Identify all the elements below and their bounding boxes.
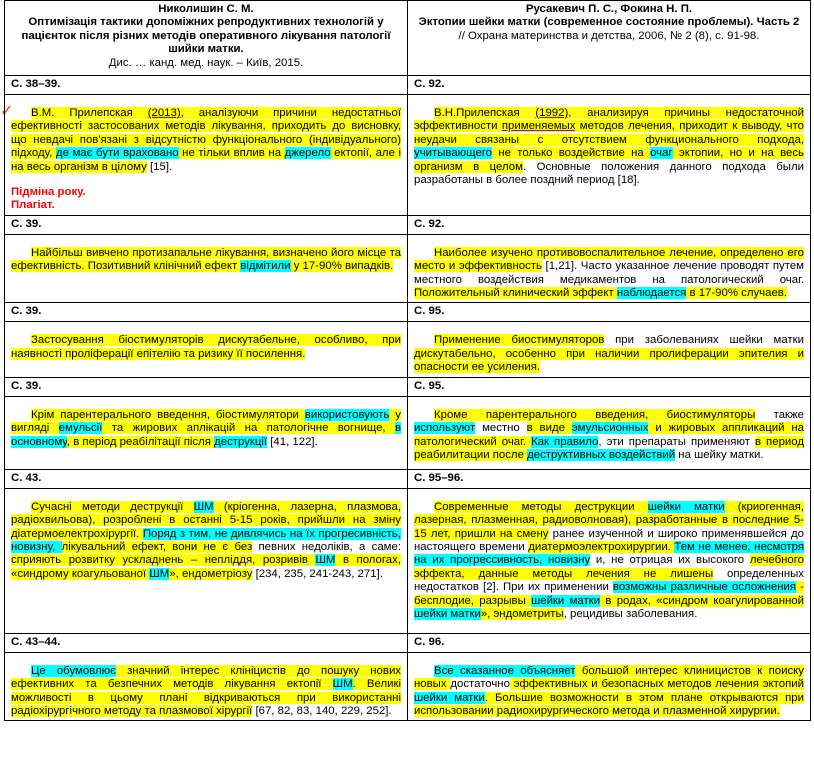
text-fragment: на шейку матки. [675,448,764,461]
text-fragment: шейки матки [414,607,481,620]
text-fragment: , анализируя причины недостаточной эффективности [414,107,804,133]
text-fragment: в родах, «синдром коагулированной [600,594,804,607]
text-fragment: диатермоэлектрохирургии. [528,540,675,553]
text-fragment: определенных недостатков [2]. При их применении [414,567,804,594]
text-fragment: Наиболее изучено противовоспалительное лечение, определено его место и эффективность [414,246,804,273]
left-text-cell [5,652,408,721]
text-fragment: . Великі можливості в цьому плані відкриваються при використанні радіохірургічного методу та плазмової хірургії [11,678,401,717]
text-fragment: ШМ [315,554,336,567]
text-fragment: в пологах, «синдрому коагульованої [11,554,401,580]
text-fragment: . Большие возможности в этом плане открываются при использовании радиохирургического метода и плазменной хирургии. [414,691,804,717]
header-row [5,1,811,76]
text-fragment: и, не отрицая их высокого [590,554,750,567]
text-fragment: [67, 82, 83, 140, 229, 252]. [252,704,392,717]
text-fragment: деструктивных воздействий [527,448,676,461]
right-page-ref: С. 95–96. [408,469,811,488]
right-text-cell [408,95,811,216]
text-fragment: ШМ [149,567,170,580]
text-fragment: [15]. [146,160,173,173]
text-fragment: Застосування біостимуляторів дискутабельне, особливо, при наявності проліферації епітелію та ризику її посилення. [11,334,401,360]
text-fragment: Крім парентерального введення, біостимулятори [31,408,305,421]
text-fragment: Це обумовлює [31,664,116,677]
text-fragment: , в період реабілітації після [66,435,215,448]
text-fragment: (криогенная, лазерная, плазменная, радиоволновая), разработанные в последние 5-15 лет, пришли на смену [414,500,804,540]
text-fragment: при заболеваниях шейки матки [604,334,804,347]
text-fragment: деструкції [214,435,268,448]
page-ref-row [5,303,811,322]
text-fragment: применяемых [501,120,576,133]
text-fragment: возможны различные осложнения [612,581,797,594]
right-text-cell [408,234,811,303]
text-fragment: шейки матки [531,594,601,607]
text-fragment: В.М. Прилепская [31,107,148,119]
left-page-ref: С. 43–44. [5,633,408,652]
text-fragment: в период реабилитации после [414,435,804,461]
left-page-ref: С. 38–39. [5,76,408,95]
text-fragment: Положительный клинический эффект [414,287,617,300]
page-ref-row [5,377,811,396]
text-fragment: ектопії, але і на весь організм в цілому [11,147,401,173]
text-fragment: (1992) [535,107,569,119]
text-fragment: , аналізуючи причини недостатньої ефективності застосованих методів лікування, приходить до висновку, що невдачі пов'язані з відсутністю функціонального (індивідуального) підходу, [11,107,401,160]
left-text-cell [5,234,408,303]
page-ref-row [5,76,811,95]
text-fragment: , рецидивы заболевания. [563,607,698,620]
text-fragment: также [755,408,804,421]
text-fragment: ШМ [332,678,353,691]
text-fragment: емульсії [58,422,103,435]
text-fragment: местно [475,422,527,435]
text-fragment: Как правило [531,435,599,448]
text-fragment: Сучасні методи деструкції [31,500,194,513]
left-page-ref: С. 39. [5,215,408,234]
text-fragment: не только воздействие на [492,147,651,160]
page-ref-row [5,633,811,652]
text-fragment: очаг [650,147,673,160]
text-fragment: у 17-90% випадків. [290,260,394,273]
annotation-year-substitution: Підміна року. [11,186,86,199]
text-fragment: в основному [11,422,401,448]
left-page-ref: С. 43. [5,469,408,488]
text-fragment: [1,21]. Часто указанное лечение проводят путем местного воздействия медикаментов на патологический очаг. [414,260,804,286]
right-page-ref: С. 95. [408,303,811,322]
comparison-table [4,0,811,721]
annotation-plagiarism: Плагіат. [11,199,55,212]
text-fragment: значний інтерес клініцистів до пошуку нових ефективних та безпечних методів лікування ектопії [11,664,401,691]
text-fragment: Тем не менее, несмотря на их прогрессивность, новизну [414,540,804,567]
text-fragment: эмульсионных [571,422,649,435]
right-text-cell [408,396,811,469]
right-page-ref: С. 92. [408,76,811,95]
left-text-cell [5,322,408,377]
right-author: Русакевич П. С., Фокина Н. П. [525,3,693,15]
text-fragment: шейки матки [414,691,485,704]
text-fragment: використовують [304,408,390,421]
pen-check-mark-icon: ✓ [0,103,14,120]
text-fragment: сприяють розвитку ускладнень – непліддя, розривів [11,554,316,567]
text-fragment: В.Н.Прилепская [434,107,536,119]
text-fragment: певних недоліків, а саме: [252,540,402,553]
text-fragment: , эти препараты применяют [598,435,755,448]
left-text-cell [5,95,408,216]
text-fragment: Все сказанное объясняет [434,664,576,677]
right-source: // Охрана материнства и детства, 2006, № 2 (8), с. 91-98. [458,29,760,42]
text-fragment: эктопии, но и на весь организм в целом [414,147,804,173]
text-fragment: . Основные положения данного подхода были разработаны в более поздний период [18]. [414,160,804,187]
text-fragment: лікувальний ефект, вони не є без [61,540,253,553]
text-fragment: де має бути враховано [55,147,179,160]
right-text-cell [408,488,811,633]
comparison-rows [5,76,811,721]
text-fragment: », эндометриты [480,607,564,620]
left-source: Дис. … канд. мед. наук. – Київ, 2015. [108,56,304,69]
text-row [5,322,811,377]
left-page-ref: С. 39. [5,303,408,322]
right-page-ref: С. 96. [408,633,811,652]
text-fragment: дискутабельно, особенно при наличии пролиферации эпителия и опасности ее усиления. [414,347,804,374]
text-fragment: джерело [284,147,331,160]
right-page-ref: С. 95. [408,377,811,396]
text-fragment: Современные методы деструкции [434,500,648,513]
right-text-cell [408,322,811,377]
text-fragment: Кроме парентерального введения, биостимуляторы [434,408,756,421]
text-fragment: используют [414,422,476,435]
text-fragment: достаточно [450,678,510,691]
text-fragment: и жировых аппликаций на патологический очаг. [414,422,804,448]
page-ref-row [5,215,811,234]
text-fragment: Найбільш вивчено протизапальне лікування, визначено його місце та ефективність. Позитивний клінічний ефект [11,246,401,273]
right-text-cell [408,652,811,721]
text-row [5,488,811,633]
left-page-ref: С. 39. [5,377,408,396]
text-fragment: ранее изученной и широко применявшейся до настоящего времени [414,527,804,553]
left-text-cell [5,396,408,469]
text-fragment: (2013) [147,107,181,119]
text-fragment: шейки матки [647,500,725,513]
text-row [5,652,811,721]
text-fragment: методов лечения, приходит к выводу, что неудачи связаны с отсутствием функционального подхода, [414,120,804,146]
left-text-cell [5,488,408,633]
left-title: Оптимізація тактики допоміжних репродуктивних технологій у пацієнток після різних методів оперативного лікування патології шийки матки. [21,16,391,56]
text-row [5,95,811,216]
text-row [5,396,811,469]
text-fragment: », ендометріозу [169,567,253,580]
left-source-header [5,1,408,76]
text-fragment: большой интерес клиницистов к поиску новых [414,664,804,691]
text-fragment: лечебного эффекта, данные методы лечения не лишены [414,554,804,580]
left-author: Николишин С. М. [158,3,254,15]
page-ref-row [5,469,811,488]
text-fragment: Поряд з тим, не дивлячись на їх прогресивність, новизну, [11,527,402,553]
text-fragment: [234, 235, 241-243, 271]. [252,567,383,580]
text-fragment: учитывающего [414,147,493,160]
text-fragment: Применение биостимуляторов [434,334,605,347]
text-fragment: ШМ [193,500,214,513]
text-fragment: [41, 122]. [267,435,318,448]
text-fragment: эффективных и безопасных методов лечения эктопий [509,678,804,691]
text-fragment: відмітили [240,260,291,273]
right-source-header [408,1,811,76]
text-fragment: не тільки вплив на [178,147,285,160]
text-fragment: в 17-90% случаев. [686,287,788,300]
text-fragment: та жирових аплікацій на патологічне вогнище, [102,422,395,435]
text-fragment: у вигляді [11,408,401,435]
right-page-ref: С. 92. [408,215,811,234]
text-fragment: наблюдается [616,287,687,300]
right-title: Эктопии шейки матки (современное состояние проблемы). Часть 2 [418,16,800,29]
text-fragment: в виде [526,422,572,435]
text-fragment: - бесплодие, разрывы [414,581,804,607]
text-row [5,234,811,303]
text-fragment: (кріогенна, лазерна, плазмова, радіохвильова), розроблені в останні 5-15 років, прийшли на зміну діатермоелектрохірургії. [11,500,401,540]
